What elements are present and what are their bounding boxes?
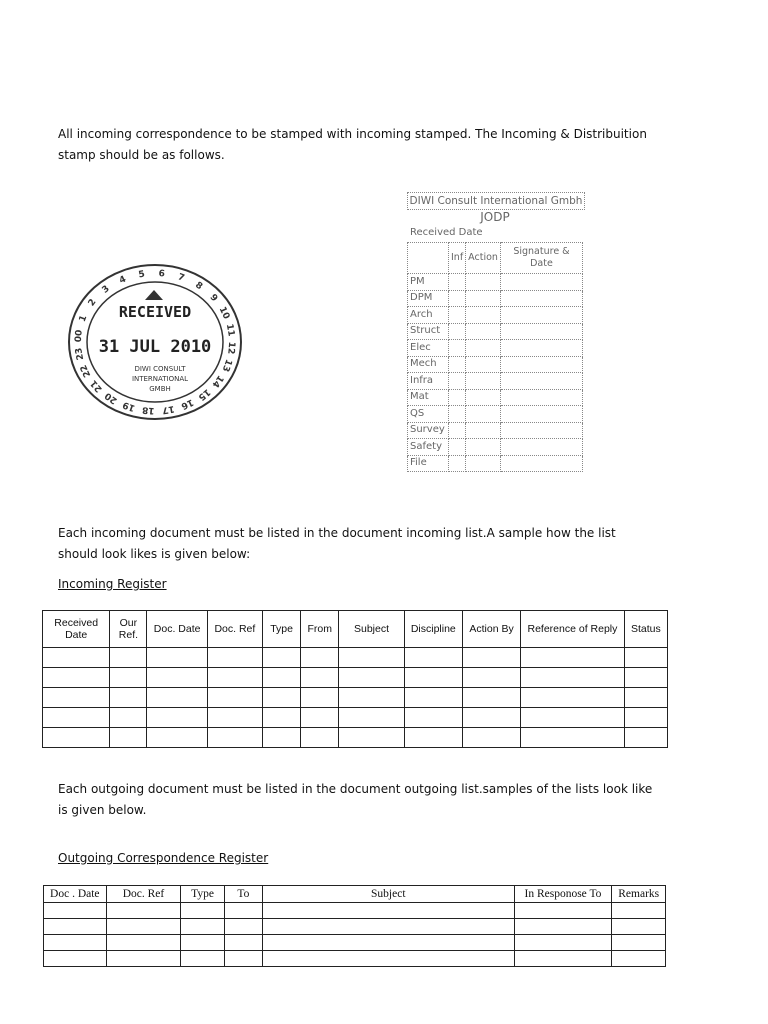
incoming-table-row	[43, 668, 668, 688]
stamp-cell	[449, 373, 466, 390]
incoming-table-cell	[263, 688, 301, 708]
incoming-table-cell	[207, 688, 262, 708]
col-in-response-to: In Responose To	[514, 886, 612, 903]
outgoing-table-cell	[612, 951, 666, 967]
ring-number: 23	[74, 346, 87, 361]
incoming-table-cell	[43, 728, 110, 748]
ring-number: 9	[207, 292, 220, 304]
outgoing-table-cell	[224, 935, 262, 951]
stamp-row-label: Elec	[408, 340, 449, 357]
ring-number: 00	[73, 329, 85, 343]
incoming-table-cell	[301, 728, 339, 748]
stamp-col-inf: Inf	[449, 243, 466, 274]
outgoing-table-cell	[106, 903, 181, 919]
stamp-cell	[500, 406, 582, 423]
stamp-row	[408, 406, 583, 423]
outgoing-table-cell	[612, 919, 666, 935]
distribution-stamp-project: JODP	[480, 210, 510, 224]
distribution-stamp	[405, 190, 585, 470]
ring-number: 12	[225, 341, 237, 355]
logo-triangle-icon	[145, 290, 163, 300]
incoming-table-cell	[521, 648, 624, 668]
incoming-table-cell	[43, 648, 110, 668]
outgoing-table-cell	[44, 951, 107, 967]
ring-number: 20	[103, 389, 120, 406]
stamp-org-line-1: DIWI CONSULT	[134, 365, 186, 373]
stamp-cell	[466, 274, 501, 291]
outgoing-table-cell	[224, 951, 262, 967]
outgoing-table-cell	[263, 903, 514, 919]
outgoing-table-header-row	[44, 886, 666, 903]
incoming-table-cell	[263, 728, 301, 748]
ring-number: 21	[88, 377, 105, 394]
incoming-table-cell	[339, 648, 404, 668]
outgoing-table-cell	[514, 951, 612, 967]
ring-number: 18	[141, 404, 156, 416]
stamp-cell	[500, 307, 582, 324]
incoming-table-cell	[263, 648, 301, 668]
ring-number: 5	[137, 269, 146, 281]
incoming-table-cell	[207, 648, 262, 668]
ring-number: 19	[121, 399, 137, 413]
stamp-org-line-3: GMBH	[149, 385, 171, 393]
col-subject: Subject	[263, 886, 514, 903]
stamp-cell	[500, 455, 582, 472]
incoming-table-cell	[147, 708, 207, 728]
col-received-date: Received Date	[43, 611, 110, 648]
incoming-table-cell	[207, 668, 262, 688]
outgoing-table-cell	[106, 935, 181, 951]
incoming-table-cell	[521, 688, 624, 708]
stamp-cell	[500, 389, 582, 406]
stamp-cell	[500, 439, 582, 456]
stamp-cell	[466, 373, 501, 390]
stamp-row	[408, 439, 583, 456]
outgoing-table-cell	[612, 903, 666, 919]
incoming-table-cell	[110, 688, 147, 708]
stamp-row-label: Arch	[408, 307, 449, 324]
stamp-row-label: File	[408, 455, 449, 472]
ring-number: 10	[216, 305, 232, 322]
stamp-cell	[500, 290, 582, 307]
stamp-cell	[466, 307, 501, 324]
stamp-row	[408, 389, 583, 406]
stamp-cell	[449, 356, 466, 373]
outgoing-table-cell	[224, 919, 262, 935]
received-stamp	[66, 262, 244, 422]
incoming-table-cell	[521, 728, 624, 748]
incoming-table-cell	[339, 708, 404, 728]
incoming-paragraph: Each incoming document must be listed in the document incoming list.A sample how the list should look likes is given below:	[58, 526, 616, 561]
stamp-cell	[449, 274, 466, 291]
ring-number: 4	[117, 274, 128, 287]
stamp-cell	[500, 373, 582, 390]
incoming-table-cell	[43, 708, 110, 728]
stamp-cell	[466, 323, 501, 340]
incoming-table-cell	[404, 668, 462, 688]
stamp-row-label: Infra	[408, 373, 449, 390]
col-doc-ref: Doc. Ref	[207, 611, 262, 648]
incoming-table-cell	[624, 728, 667, 748]
incoming-register-heading: Incoming Register	[58, 577, 167, 591]
stamp-cell	[449, 389, 466, 406]
stamp-cell	[500, 422, 582, 439]
stamp-row	[408, 340, 583, 357]
col-doc-ref: Doc. Ref	[106, 886, 181, 903]
distribution-stamp-received-date: Received Date	[410, 227, 483, 238]
ring-number: 7	[176, 272, 186, 284]
distribution-stamp-grid	[407, 242, 583, 472]
incoming-table-cell	[207, 728, 262, 748]
col-from: From	[301, 611, 339, 648]
incoming-table-cell	[462, 728, 520, 748]
stamp-row	[408, 373, 583, 390]
stamp-row-label: Safety	[408, 439, 449, 456]
outgoing-table-cell	[263, 935, 514, 951]
outgoing-table-cell	[106, 951, 181, 967]
outgoing-table-row	[44, 935, 666, 951]
ring-number: 8	[193, 280, 205, 293]
incoming-table-cell	[43, 668, 110, 688]
outgoing-table-cell	[44, 903, 107, 919]
col-to: To	[224, 886, 262, 903]
stamp-cell	[449, 455, 466, 472]
outgoing-table-cell	[263, 951, 514, 967]
stamp-cell	[466, 356, 501, 373]
incoming-table-cell	[404, 688, 462, 708]
outgoing-table-row	[44, 903, 666, 919]
stamp-row-label: PM	[408, 274, 449, 291]
outgoing-table-cell	[44, 935, 107, 951]
col-discipline: Discipline	[404, 611, 462, 648]
stamp-received-label: RECEIVED	[118, 303, 192, 321]
stamp-cell	[466, 422, 501, 439]
incoming-table-cell	[263, 668, 301, 688]
incoming-table-cell	[110, 648, 147, 668]
incoming-table-cell	[110, 728, 147, 748]
incoming-table-cell	[43, 688, 110, 708]
incoming-table-cell	[462, 668, 520, 688]
incoming-table-header-row	[43, 611, 668, 648]
incoming-table-cell	[301, 668, 339, 688]
incoming-table-cell	[624, 648, 667, 668]
incoming-table-cell	[110, 708, 147, 728]
incoming-table-cell	[624, 668, 667, 688]
stamp-cell	[449, 290, 466, 307]
outgoing-table-row	[44, 951, 666, 967]
outgoing-paragraph: Each outgoing document must be listed in the document outgoing list.samples of the lists look like is given below.	[58, 782, 653, 817]
incoming-table-row	[43, 708, 668, 728]
stamp-cell	[449, 406, 466, 423]
col-our-ref: Our Ref.	[110, 611, 147, 648]
outgoing-table-cell	[224, 903, 262, 919]
stamp-cell	[466, 455, 501, 472]
stamp-cell	[466, 389, 501, 406]
outgoing-table-cell	[514, 935, 612, 951]
stamp-row	[408, 307, 583, 324]
stamp-row-label: Mat	[408, 389, 449, 406]
ring-number: 15	[195, 386, 212, 402]
incoming-table-cell	[462, 688, 520, 708]
incoming-table-cell	[147, 688, 207, 708]
stamp-cell	[449, 439, 466, 456]
stamp-cell	[500, 356, 582, 373]
incoming-table-cell	[404, 648, 462, 668]
incoming-table-cell	[110, 668, 147, 688]
ring-number: 13	[219, 357, 234, 373]
stamp-cell	[449, 340, 466, 357]
stamp-row	[408, 455, 583, 472]
ring-number: 3	[100, 284, 112, 296]
outgoing-table-cell	[514, 919, 612, 935]
incoming-table-cell	[301, 648, 339, 668]
incoming-table-cell	[263, 708, 301, 728]
stamp-row-label: DPM	[408, 290, 449, 307]
incoming-table-cell	[147, 648, 207, 668]
stamp-row	[408, 422, 583, 439]
incoming-table-cell	[462, 708, 520, 728]
stamp-cell	[466, 439, 501, 456]
outgoing-register-table	[43, 885, 666, 967]
outgoing-table-cell	[612, 935, 666, 951]
incoming-table-cell	[147, 728, 207, 748]
incoming-table-cell	[404, 728, 462, 748]
incoming-table-row	[43, 728, 668, 748]
ring-number: 22	[78, 362, 94, 379]
incoming-table-cell	[521, 668, 624, 688]
stamp-cell	[466, 406, 501, 423]
incoming-table-cell	[521, 708, 624, 728]
col-type: Type	[181, 886, 224, 903]
incoming-table-cell	[301, 708, 339, 728]
incoming-table-cell	[339, 688, 404, 708]
stamp-col-action: Action	[466, 243, 501, 274]
stamp-row-label: Survey	[408, 422, 449, 439]
stamp-cell	[449, 307, 466, 324]
outgoing-table-cell	[263, 919, 514, 935]
outgoing-register-heading: Outgoing Correspondence Register	[58, 851, 269, 865]
incoming-register-table	[42, 610, 668, 748]
stamp-cell	[500, 274, 582, 291]
col-subject: Subject	[339, 611, 404, 648]
stamp-cell	[449, 323, 466, 340]
incoming-table-cell	[207, 708, 262, 728]
incoming-table-cell	[339, 668, 404, 688]
outgoing-table-cell	[181, 935, 224, 951]
ring-number: 17	[161, 403, 176, 416]
ring-number: 14	[209, 373, 225, 390]
stamp-date: 31 JUL 2010	[98, 337, 212, 357]
stamp-row	[408, 356, 583, 373]
stamp-cell	[466, 340, 501, 357]
stamp-row-label: Struct	[408, 323, 449, 340]
outgoing-table-cell	[106, 919, 181, 935]
incoming-table-cell	[404, 708, 462, 728]
stamp-cell	[500, 340, 582, 357]
ring-number: 1	[77, 314, 90, 324]
ring-number: 11	[223, 323, 236, 338]
stamp-row	[408, 274, 583, 291]
stamp-org-line-2: INTERNATIONAL	[131, 375, 189, 383]
incoming-table-cell	[147, 668, 207, 688]
incoming-table-cell	[339, 728, 404, 748]
col-remarks: Remarks	[612, 886, 666, 903]
col-action-by: Action By	[462, 611, 520, 648]
intro-paragraph: All incoming correspondence to be stamped with incoming stamped. The Incoming & Distribuition stamp should be as follows.	[58, 127, 647, 162]
outgoing-table-cell	[181, 951, 224, 967]
stamp-cell	[500, 323, 582, 340]
stamp-cell	[449, 422, 466, 439]
incoming-table-cell	[624, 708, 667, 728]
col-status: Status	[624, 611, 667, 648]
stamp-row-label: Mech	[408, 356, 449, 373]
incoming-table-row	[43, 648, 668, 668]
col-doc-date: Doc. Date	[147, 611, 207, 648]
stamp-row	[408, 290, 583, 307]
col-type: Type	[263, 611, 301, 648]
stamp-row-label: QS	[408, 406, 449, 423]
ring-number: 2	[86, 297, 99, 309]
ring-number: 6	[158, 269, 166, 280]
outgoing-table-cell	[514, 903, 612, 919]
outgoing-table-cell	[181, 903, 224, 919]
ring-number: 16	[179, 396, 195, 411]
incoming-table-cell	[301, 688, 339, 708]
incoming-table-row	[43, 688, 668, 708]
outgoing-table-cell	[181, 919, 224, 935]
distribution-stamp-company: DIWI Consult International Gmbh	[407, 192, 585, 210]
stamp-col-signature: Signature & Date	[500, 243, 582, 274]
stamp-row	[408, 323, 583, 340]
stamp-cell	[466, 290, 501, 307]
col-reference-of-reply: Reference of Reply	[521, 611, 624, 648]
outgoing-table-cell	[44, 919, 107, 935]
outgoing-table-row	[44, 919, 666, 935]
incoming-table-cell	[462, 648, 520, 668]
incoming-table-cell	[624, 688, 667, 708]
col-doc-date: Doc . Date	[44, 886, 107, 903]
